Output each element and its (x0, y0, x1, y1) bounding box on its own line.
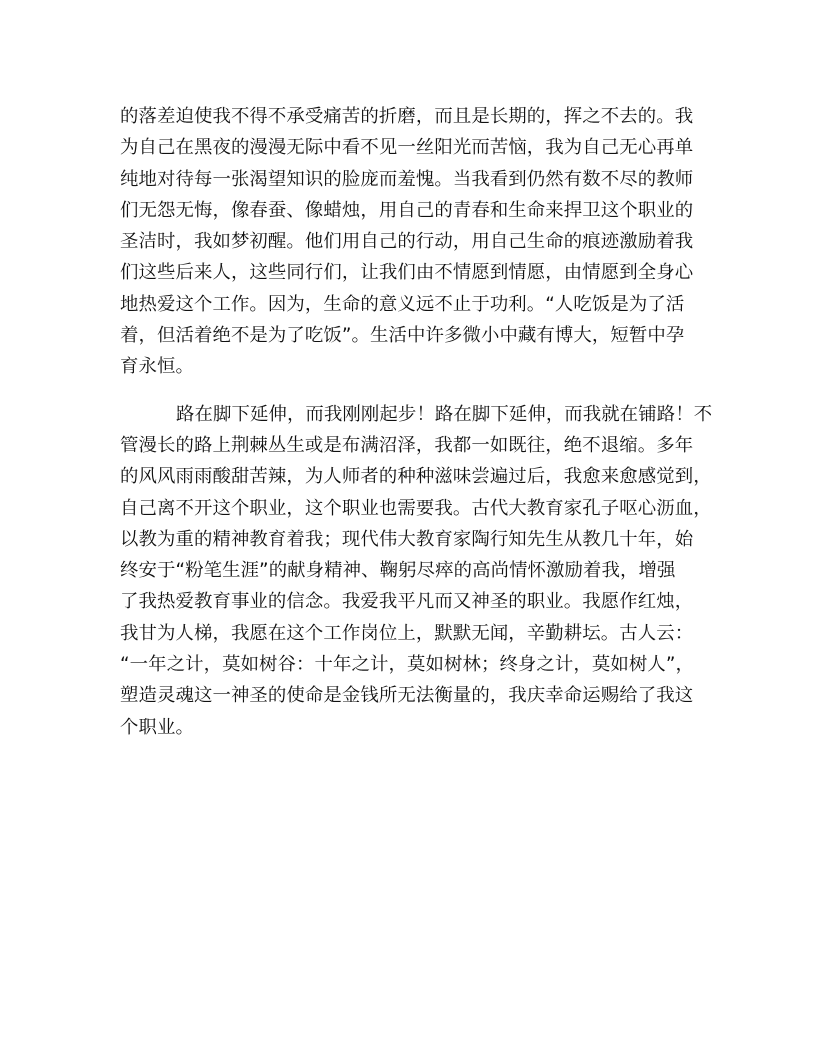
text-line: 了我热爱教育事业的信念。我爱我平凡而又神圣的职业。我愿作红烛， (120, 591, 694, 613)
text-line: 自己离不开这个职业，这个职业也需要我。古代大教育家孔子呕心沥血， (120, 497, 712, 519)
text-line: 地热爱这个工作。因为，生命的意义远不止于功利。“人吃饭是为了活 (120, 293, 685, 315)
text-line: 着，但活着绝不是为了吃饭”。生活中许多微小中藏有博大，短暂中孕 (120, 325, 685, 347)
text-line: 育永恒。 (120, 356, 194, 378)
text-line: 塑造灵魂这一神圣的使命是金钱所无法衡量的，我庆幸命运赐给了我这 (120, 685, 694, 707)
paragraph-2 (120, 399, 713, 743)
text-line: 们无怨无悔，像春蚕、像蜡烛，用自己的青春和生命来捍卫这个职业的 (120, 199, 694, 221)
text-line: 我甘为人梯，我愿在这个工作岗位上，默默无闻，辛勤耕坛。古人云： (120, 622, 694, 644)
text-line: 纯地对待每一张渴望知识的脸庞而羞愧。当我看到仍然有数不尽的教师 (120, 168, 694, 190)
text-line: 的风风雨雨酸甜苦辣，为人师者的种种滋味尝遍过后，我愈来愈感觉到， (120, 466, 712, 488)
text-line: 的落差迫使我不得不承受痛苦的折磨，而且是长期的，挥之不去的。我 (120, 106, 694, 127)
text-line: 圣洁时，我如梦初醒。他们用自己的行动，用自己生命的痕迹激励着我 (120, 231, 694, 253)
text-line: 们这些后来人，这些同行们，让我们由不情愿到情愿，由情愿到全身心 (120, 262, 694, 284)
text-line: 以教为重的精神教育着我；现代伟大教育家陶行知先生从教几十年，始 (120, 528, 694, 550)
paragraph-1 (120, 101, 700, 383)
document-body (120, 101, 713, 743)
text-line: “一年之计，莫如树谷：十年之计，莫如树林；终身之计，莫如树人”， (120, 654, 694, 676)
text-line-indented: 路在脚下延伸，而我刚刚起步！路在脚下延伸，而我就在铺路！不 (176, 403, 713, 425)
text-line: 为自己在黑夜的漫漫无际中看不见一丝阳光而苦恼，我为自己无心再单 (120, 137, 694, 159)
text-line: 管漫长的路上荆棘丛生或是布满沼泽，我都一如既往，绝不退缩。多年 (120, 434, 694, 456)
text-line: 终安于“粉笔生涯”的献身精神、鞠躬尽瘁的高尚情怀激励着我，增强 (120, 560, 676, 582)
text-line: 个职业。 (120, 716, 194, 738)
